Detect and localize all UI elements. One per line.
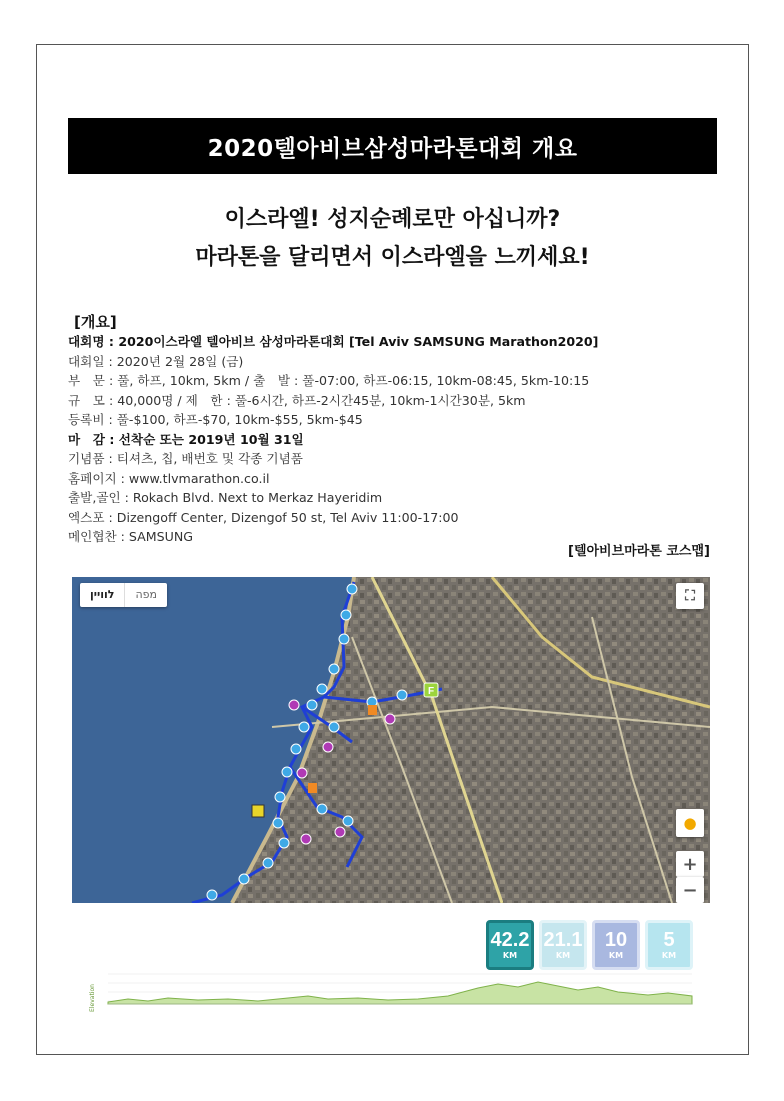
- badge-num: 5: [663, 929, 675, 951]
- info-row-expo: 엑스포 : Dizengoff Center, Dizengof 50 st, Tel Aviv 11:00-17:00: [68, 509, 459, 525]
- page-title-text: 2020텔아비브삼성마라톤대회 개요: [207, 135, 578, 162]
- start-marker-label: F: [427, 686, 435, 697]
- badge-half[interactable]: [539, 920, 587, 970]
- page-title: [68, 118, 717, 174]
- info-list: [68, 332, 728, 547]
- info-row-start-finish: 출발,골인 : Rokach Blvd. Next to Merkaz Hayeridim: [68, 490, 383, 505]
- badge-num: 10: [604, 929, 628, 951]
- info-row-fee: 등록비 : 풀-$100, 하프-$70, 10km-$55, 5km-$45: [68, 412, 363, 427]
- badge-num: 21.1: [543, 929, 583, 951]
- badge-unit: KM: [555, 951, 571, 960]
- info-row-date: 대회일 : 2020년 2월 28일 (금): [68, 353, 244, 369]
- map-view-button[interactable]: מפה: [124, 583, 167, 607]
- zoom-out-button[interactable]: −: [676, 877, 704, 903]
- elevation-profile: [88, 968, 694, 1016]
- section-label: [개요]: [74, 313, 117, 331]
- fullscreen-button[interactable]: [676, 583, 704, 609]
- badge-unit: KM: [608, 951, 624, 960]
- elevation-ylabel: Elevation: [89, 984, 96, 1012]
- info-row-category: 부 문 : 풀, 하프, 10km, 5km / 출 발 : 풀-07:00, 하프-06:15, 10km-08:45, 5km-10:15: [68, 373, 590, 388]
- badge-10k[interactable]: [592, 920, 640, 970]
- satellite-view-button[interactable]: לוויין: [90, 588, 115, 601]
- badge-full[interactable]: [486, 920, 534, 970]
- course-map-label: [텔아비브마라톤 코스맵]: [568, 544, 710, 559]
- info-row-name: 대회명 : 2020이스라엘 텔아비브 삼성마라톤대회 [Tel Aviv SAMSUNG Marathon2020]: [68, 334, 599, 349]
- fullscreen-icon: ⛶: [685, 588, 695, 604]
- info-row-souvenir: 기념품 : 티셔츠, 칩, 배번호 및 각종 기념품: [68, 451, 303, 466]
- info-row-scale: 규 모 : 40,000명 / 제 한 : 풀-6시간, 하프-2시간45분, 10km-1시간30분, 5km: [68, 392, 526, 408]
- homepage-link[interactable]: www.tlvmarathon.co.il: [128, 470, 270, 486]
- info-row-deadline: 마 감 : 선착순 또는 2019년 10월 31일: [68, 431, 304, 447]
- info-row-sponsor: 메인협찬 : SAMSUNG: [68, 529, 194, 544]
- badge-unit: KM: [661, 951, 677, 960]
- course-map[interactable]: [72, 577, 710, 903]
- badge-num: 42.2: [490, 929, 530, 951]
- pegman-icon: ●: [683, 814, 697, 832]
- street-view-button[interactable]: [676, 809, 704, 837]
- map-type-toggle: [80, 583, 167, 607]
- headline-line-2: 마라톤을 달리면서 이스라엘을 느끼세요!: [195, 245, 590, 270]
- headline-line-1: 이스라엘! 성지순례로만 아십니까?: [224, 207, 561, 232]
- info-row-homepage: 홈페이지 : www.tlvmarathon.co.il: [68, 470, 270, 486]
- badge-5k[interactable]: [645, 920, 693, 970]
- course-map-image: [72, 577, 710, 903]
- distance-badges: [486, 920, 693, 970]
- badge-unit: KM: [502, 951, 518, 960]
- zoom-in-button[interactable]: +: [676, 851, 704, 877]
